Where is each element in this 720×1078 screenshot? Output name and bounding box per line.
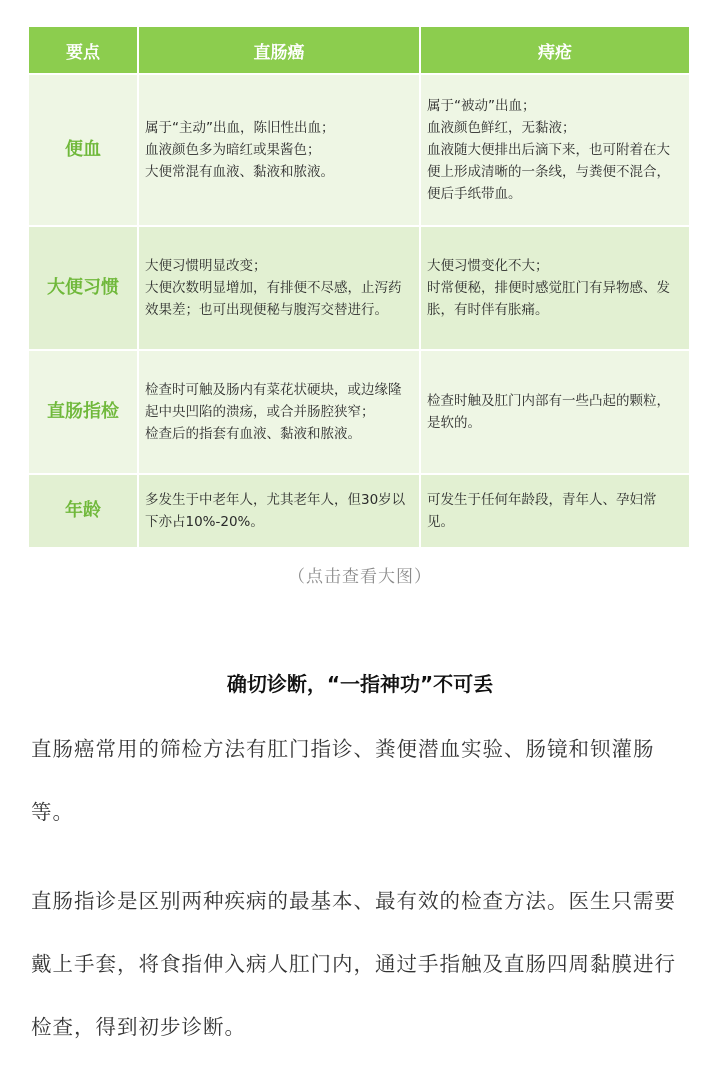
hemorrhoid-cell: 属于“被动”出血； 血液颜色鲜红，无黏液； 血液随大便排出后滴下来，也可附着在大便上形成清晰的一条线，与粪便不混合，便后手纸带血。 <box>420 74 689 226</box>
row-key: 大便习惯 <box>29 226 138 350</box>
header-rectal-cancer: 直肠癌 <box>138 27 420 74</box>
comparison-table <box>29 27 689 547</box>
table-header-row <box>29 27 689 74</box>
hemorrhoid-cell: 检查时触及肛门内部有一些凸起的颗粒，是软的。 <box>420 350 689 474</box>
table-row-bowel-habits <box>29 226 689 350</box>
cancer-cell: 大便习惯明显改变； 大便次数明显增加，有排便不尽感，止泻药效果差；也可出现便秘与腹泻交替进行。 <box>138 226 420 350</box>
table-row-age <box>29 474 689 547</box>
row-key: 年龄 <box>29 474 138 547</box>
cancer-cell: 属于“主动”出血，陈旧性出血； 血液颜色多为暗红或果酱色； 大便常混有血液、黏液和脓液。 <box>138 74 420 226</box>
row-key: 直肠指检 <box>29 350 138 474</box>
paragraph-digital-exam: 直肠指诊是区别两种疾病的最基本、最有效的检查方法。医生只需要戴上手套，将食指伸入病人肛门内，通过手指触及直肠四周黏膜进行检查，得到初步诊断。 <box>31 889 676 1039</box>
paragraph-screening-methods: 直肠癌常用的筛检方法有肛门指诊、粪便潜血实验、肠镜和钡灌肠等。 <box>31 737 655 824</box>
table-row-bloody-stool <box>29 74 689 226</box>
row-key: 便血 <box>29 74 138 226</box>
cancer-cell: 检查时可触及肠内有菜花状硬块，或边缘隆起中央凹陷的溃疡，或合并肠腔狭窄； 检查后的指套有血液、黏液和脓液。 <box>138 350 420 474</box>
section-heading: 确切诊断，“一指神功”不可丢 <box>226 672 494 696</box>
hemorrhoid-cell: 可发生于任何年龄段，青年人、孕妇常见。 <box>420 474 689 547</box>
comparison-table-image[interactable] <box>29 27 689 547</box>
header-hemorrhoids: 痔疮 <box>420 27 689 74</box>
image-caption-link[interactable]: （点击查看大图） <box>288 567 432 587</box>
table-row-digital-exam <box>29 350 689 474</box>
cancer-cell: 多发生于中老年人，尤其老年人，但30岁以下亦占10%-20%。 <box>138 474 420 547</box>
header-key-point: 要点 <box>29 27 138 74</box>
hemorrhoid-cell: 大便习惯变化不大； 时常便秘，排便时感觉肛门有异物感、发胀，有时伴有胀痛。 <box>420 226 689 350</box>
